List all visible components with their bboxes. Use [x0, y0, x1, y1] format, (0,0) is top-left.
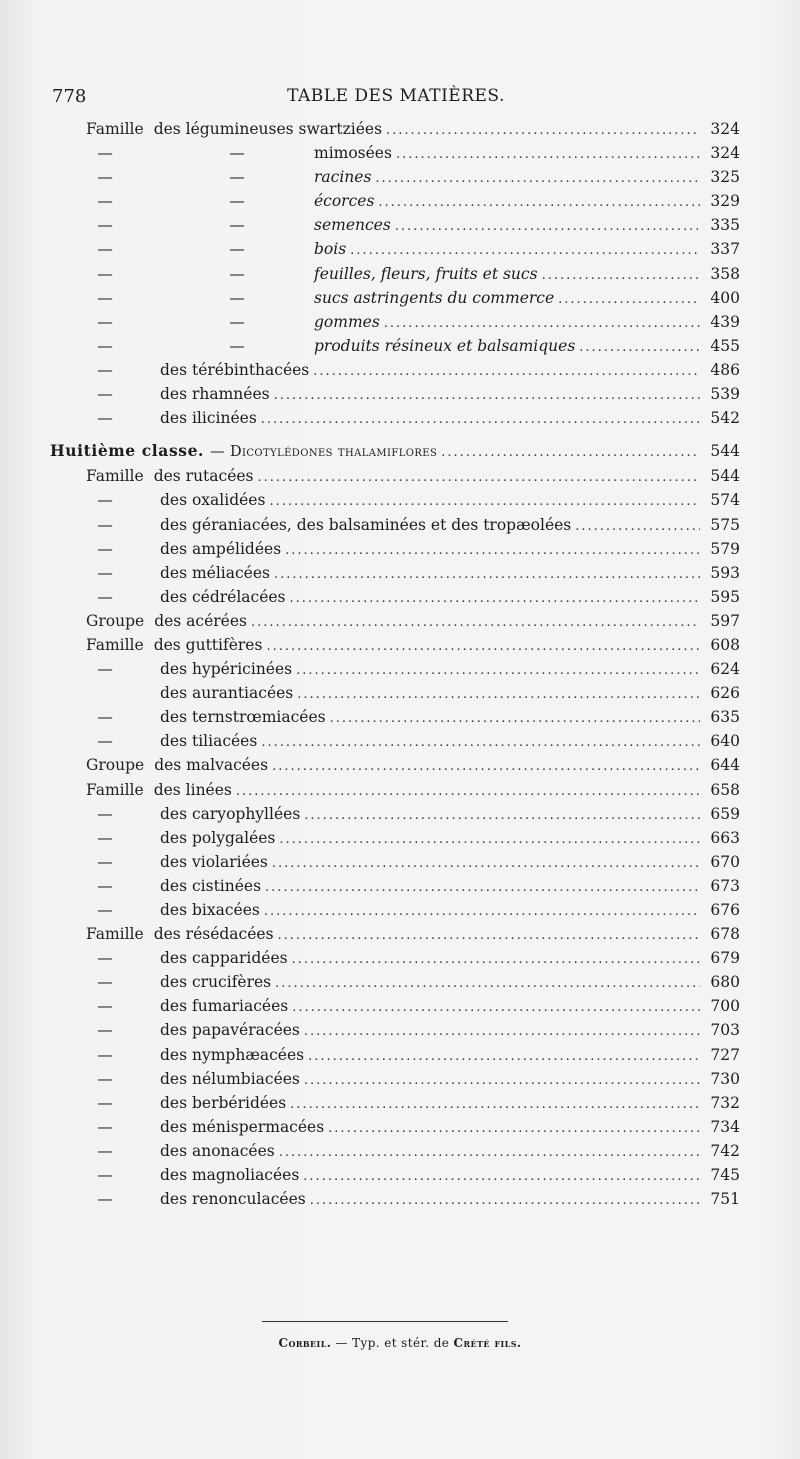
toc-entry [50, 1142, 740, 1166]
dot-leader [386, 123, 700, 138]
entry-lead: — [97, 216, 113, 235]
entry-lead: — [97, 973, 113, 992]
dot-leader [441, 445, 700, 460]
entry-page-number: 658 [710, 780, 740, 799]
entry-lead: Famille [86, 467, 144, 486]
toc-entry [50, 1190, 740, 1214]
entry-lead: — [97, 264, 113, 283]
toc-entry [50, 144, 740, 168]
imprint-text: — Typ. et stér. de [335, 1336, 450, 1350]
toc-entry [50, 1021, 740, 1045]
page-number: 778 [52, 86, 87, 107]
dot-leader [274, 388, 700, 403]
entry-page-number: 673 [710, 876, 740, 895]
entry-label: des ampélidées [160, 539, 282, 558]
entry-lead: — [97, 708, 113, 727]
entry-page-number: 358 [710, 264, 740, 283]
entry-label: semences [314, 216, 391, 235]
entry-label: des guttifères [153, 635, 263, 654]
entry-label: des renonculacées [160, 1190, 306, 1209]
dot-leader [292, 1000, 700, 1015]
entry-sub-dash: — [229, 168, 245, 187]
dot-leader [396, 147, 700, 162]
entry-page-number: 574 [710, 491, 740, 510]
dot-leader [272, 856, 700, 871]
entry-label: des térébinthacées [160, 360, 310, 379]
toc-entry [50, 1070, 740, 1094]
toc-entry [50, 1094, 740, 1118]
toc-entry [50, 588, 740, 612]
entry-page-number: 595 [710, 587, 740, 606]
entry-label: des polygalées [160, 828, 276, 847]
entry-label: des tiliacées [160, 732, 258, 751]
entry-page-number: 640 [710, 732, 740, 751]
dot-leader [285, 543, 700, 558]
entry-page-number: 727 [710, 1045, 740, 1064]
printer-imprint [0, 1336, 800, 1350]
class-subtitle: — Dicotylédones thalamiflores [210, 444, 438, 461]
entry-page-number: 730 [710, 1069, 740, 1088]
entry-label: racines [314, 168, 372, 187]
entry-lead: — [97, 1069, 113, 1088]
imprint-printer: Crété fils. [453, 1336, 522, 1350]
entry-lead: Groupe [86, 611, 145, 630]
dot-leader [292, 952, 700, 967]
dot-leader [251, 615, 700, 630]
class-heading-entry [50, 441, 740, 465]
entry-label: des caryophyllées [160, 804, 301, 823]
entry-sub-dash: — [229, 312, 245, 331]
dot-leader [378, 195, 700, 210]
toc-entry [50, 708, 740, 732]
toc-entry [50, 805, 740, 829]
entry-lead: Famille [86, 780, 144, 799]
toc-entry [50, 120, 740, 144]
entry-sub-dash: — [229, 264, 245, 283]
toc-entry [50, 732, 740, 756]
entry-lead: — [97, 192, 113, 211]
toc-entry [50, 853, 740, 877]
entry-label: des hypéricinées [160, 660, 293, 679]
toc-entry [50, 467, 740, 491]
running-title: TABLE DES MATIÈRES. [287, 86, 505, 106]
toc-entry [50, 491, 740, 515]
entry-page-number: 335 [710, 216, 740, 235]
toc-entry [50, 684, 740, 708]
entry-label: des légumineuses swartziées [153, 120, 383, 138]
dot-leader [261, 412, 700, 427]
entry-label: des malvacées [154, 756, 269, 775]
entry-label: des ilicinées [160, 409, 257, 428]
entry-lead: — [97, 563, 113, 582]
entry-page-number: 539 [710, 385, 740, 404]
page-header [52, 86, 740, 110]
toc-entry [50, 540, 740, 564]
entry-page-number: 679 [710, 949, 740, 968]
toc-entry [50, 289, 740, 313]
entry-label: produits résineux et balsamiques [314, 336, 576, 355]
entry-page-number: 593 [710, 563, 740, 582]
entry-lead: — [97, 852, 113, 871]
dot-leader [261, 735, 700, 750]
toc-entry [50, 168, 740, 192]
entry-label: des ternstrœmiacées [160, 708, 326, 727]
entry-lead: Famille [86, 925, 144, 944]
entry-page-number: 542 [710, 409, 740, 428]
entry-page-number: 325 [710, 168, 740, 187]
toc-entry [50, 925, 740, 949]
toc-entry [50, 216, 740, 240]
dot-leader [308, 1049, 700, 1064]
entry-lead: Famille [86, 120, 144, 138]
entry-page-number: 544 [710, 467, 740, 486]
dot-leader [264, 904, 700, 919]
toc-entry [50, 385, 740, 409]
entry-label: des oxalidées [160, 491, 266, 510]
dot-leader [575, 519, 700, 534]
entry-lead: Groupe [86, 756, 145, 775]
toc-entry [50, 409, 740, 433]
entry-lead: — [97, 360, 113, 379]
entry-sub-dash: — [229, 144, 245, 163]
toc-entry [50, 516, 740, 540]
entry-page-number: 635 [710, 708, 740, 727]
dot-leader [350, 243, 700, 258]
entry-lead: — [97, 997, 113, 1016]
entry-page-number: 624 [710, 660, 740, 679]
toc-entry [50, 1118, 740, 1142]
footer-rule [262, 1321, 508, 1322]
toc-entry [50, 660, 740, 684]
dot-leader [542, 268, 700, 283]
entry-page-number: 324 [710, 144, 740, 163]
dot-leader [296, 663, 700, 678]
entry-sub-dash: — [229, 288, 245, 307]
entry-lead: — [97, 491, 113, 510]
entry-page-number: 544 [710, 442, 740, 461]
toc-entry [50, 829, 740, 853]
imprint-place: Corbeil. [278, 1336, 332, 1350]
entry-lead: — [97, 288, 113, 307]
entry-label: des violariées [160, 852, 268, 871]
entry-label: des nymphæacées [160, 1045, 305, 1064]
entry-lead: — [97, 901, 113, 919]
entry-lead: Famille [86, 635, 144, 654]
entry-page-number: 700 [710, 997, 740, 1016]
entry-lead: — [97, 240, 113, 259]
dot-leader [278, 928, 700, 943]
toc-entry [50, 949, 740, 973]
entry-page-number: 400 [710, 288, 740, 307]
entry-page-number: 329 [710, 192, 740, 211]
entry-lead: — [97, 1021, 113, 1040]
toc-entry [50, 265, 740, 289]
entry-lead: — [97, 336, 113, 355]
toc-entry [50, 997, 740, 1021]
toc-entry [50, 564, 740, 588]
entry-page-number: 644 [710, 756, 740, 775]
entry-label: des nélumbiacées [160, 1069, 300, 1088]
entry-lead: — [97, 732, 113, 751]
dot-leader [384, 316, 700, 331]
entry-page-number: 324 [710, 120, 740, 138]
toc-entry [50, 240, 740, 264]
dot-leader [558, 292, 700, 307]
toc-entry [50, 877, 740, 901]
dot-leader [579, 340, 700, 355]
dot-leader [297, 687, 700, 702]
entry-label: des crucifères [160, 973, 272, 992]
dot-leader [236, 784, 700, 799]
entry-page-number: 579 [710, 539, 740, 558]
dot-leader [258, 470, 700, 485]
entry-sub-dash: — [229, 336, 245, 355]
entry-label: des capparidées [160, 949, 288, 968]
toc-entry [50, 361, 740, 385]
entry-lead: — [97, 385, 113, 404]
entry-label: des résédacées [153, 925, 274, 944]
toc-entry [50, 337, 740, 361]
entry-page-number: 663 [710, 828, 740, 847]
dot-leader [310, 1193, 700, 1208]
entry-label: écorces [314, 192, 375, 211]
entry-lead: — [97, 168, 113, 187]
entry-page-number: 455 [710, 336, 740, 355]
entry-label: des papavéracées [160, 1021, 300, 1040]
dot-leader [279, 1145, 700, 1160]
dot-leader [304, 808, 700, 823]
entry-label: des fumariacées [160, 997, 289, 1016]
entry-lead: — [97, 660, 113, 679]
entry-lead: — [97, 587, 113, 606]
entry-page-number: 626 [710, 684, 740, 703]
entry-lead: — [97, 828, 113, 847]
entry-lead: — [97, 1093, 113, 1112]
entry-label: des linées [153, 780, 232, 799]
entry-sub-dash: — [229, 192, 245, 211]
dot-leader [269, 494, 700, 509]
toc-entry [50, 781, 740, 805]
entry-lead: — [97, 1117, 113, 1136]
entry-page-number: 734 [710, 1117, 740, 1136]
entry-label: des anonacées [160, 1141, 275, 1160]
entry-page-number: 608 [710, 635, 740, 654]
entry-page-number: 678 [710, 925, 740, 944]
entry-lead: — [97, 539, 113, 558]
entry-page-number: 745 [710, 1166, 740, 1185]
entry-sub-dash: — [229, 240, 245, 259]
entry-sub-dash: — [229, 216, 245, 235]
entry-lead: — [97, 312, 113, 331]
toc-entry [50, 901, 740, 925]
entry-page-number: 742 [710, 1141, 740, 1160]
entry-page-number: 439 [710, 312, 740, 331]
entry-page-number: 486 [710, 360, 740, 379]
entry-label: des berbéridées [160, 1093, 287, 1112]
entry-lead: — [97, 804, 113, 823]
entry-label: feuilles, fleurs, fruits et sucs [314, 264, 538, 283]
toc-entry [50, 973, 740, 997]
toc-entry [50, 192, 740, 216]
entry-page-number: 575 [710, 515, 740, 534]
toc-entry [50, 756, 740, 780]
entry-lead: — [97, 1166, 113, 1185]
toc-entry [50, 636, 740, 660]
dot-leader [279, 832, 700, 847]
entry-label: sucs astringents du commerce [314, 288, 555, 307]
toc-entry [50, 612, 740, 636]
entry-label: des ménispermacées [160, 1117, 325, 1136]
entry-page-number: 732 [710, 1093, 740, 1112]
dot-leader [375, 171, 700, 186]
entry-label: des cédrélacées [160, 587, 286, 606]
toc-entry [50, 313, 740, 337]
entry-label: des magnoliacées [160, 1166, 300, 1185]
dot-leader [275, 976, 700, 991]
entry-label: des aurantiacées [160, 684, 294, 703]
class-title: Huitième classe. [50, 441, 205, 461]
entry-label: des rutacées [153, 467, 254, 486]
entry-label: des acérées [154, 611, 247, 630]
entry-lead: — [97, 144, 113, 163]
dot-leader [304, 1024, 700, 1039]
entry-page-number: 751 [710, 1190, 740, 1209]
entry-label: mimosées [314, 144, 392, 163]
dot-leader [395, 219, 700, 234]
toc-entry [50, 1166, 740, 1190]
entry-lead: — [97, 876, 113, 895]
dot-leader [313, 364, 700, 379]
entry-lead: — [97, 1190, 113, 1209]
entry-label: gommes [314, 312, 380, 331]
entry-lead: — [97, 409, 113, 428]
toc-entry [50, 1046, 740, 1070]
entry-page-number: 703 [710, 1021, 740, 1040]
entry-lead: — [97, 1141, 113, 1160]
entry-page-number: 597 [710, 611, 740, 630]
entry-label: des géraniacées, des balsaminées et des tropæolées [160, 515, 572, 534]
entry-page-number: 659 [710, 804, 740, 823]
entry-lead: — [97, 949, 113, 968]
dot-leader [272, 759, 700, 774]
entry-lead: — [97, 1045, 113, 1064]
dot-leader [304, 1073, 700, 1088]
entry-page-number: 670 [710, 852, 740, 871]
dot-leader [265, 880, 700, 895]
entry-label: des bixacées [160, 901, 260, 919]
dot-leader [303, 1169, 700, 1184]
dot-leader [290, 591, 700, 606]
dot-leader [274, 567, 700, 582]
dot-leader [330, 711, 700, 726]
entry-lead: — [97, 515, 113, 534]
entry-page-number: 337 [710, 240, 740, 259]
entry-page-number: 680 [710, 973, 740, 992]
dot-leader [266, 639, 700, 654]
entry-label: des cistinées [160, 876, 262, 895]
entry-label: des rhamnées [160, 385, 270, 404]
dot-leader [290, 1097, 700, 1112]
entry-label: des méliacées [160, 563, 270, 582]
entry-page-number: 676 [710, 901, 740, 919]
dot-leader [328, 1121, 700, 1136]
table-of-contents [50, 120, 740, 1214]
entry-label: bois [314, 240, 347, 259]
